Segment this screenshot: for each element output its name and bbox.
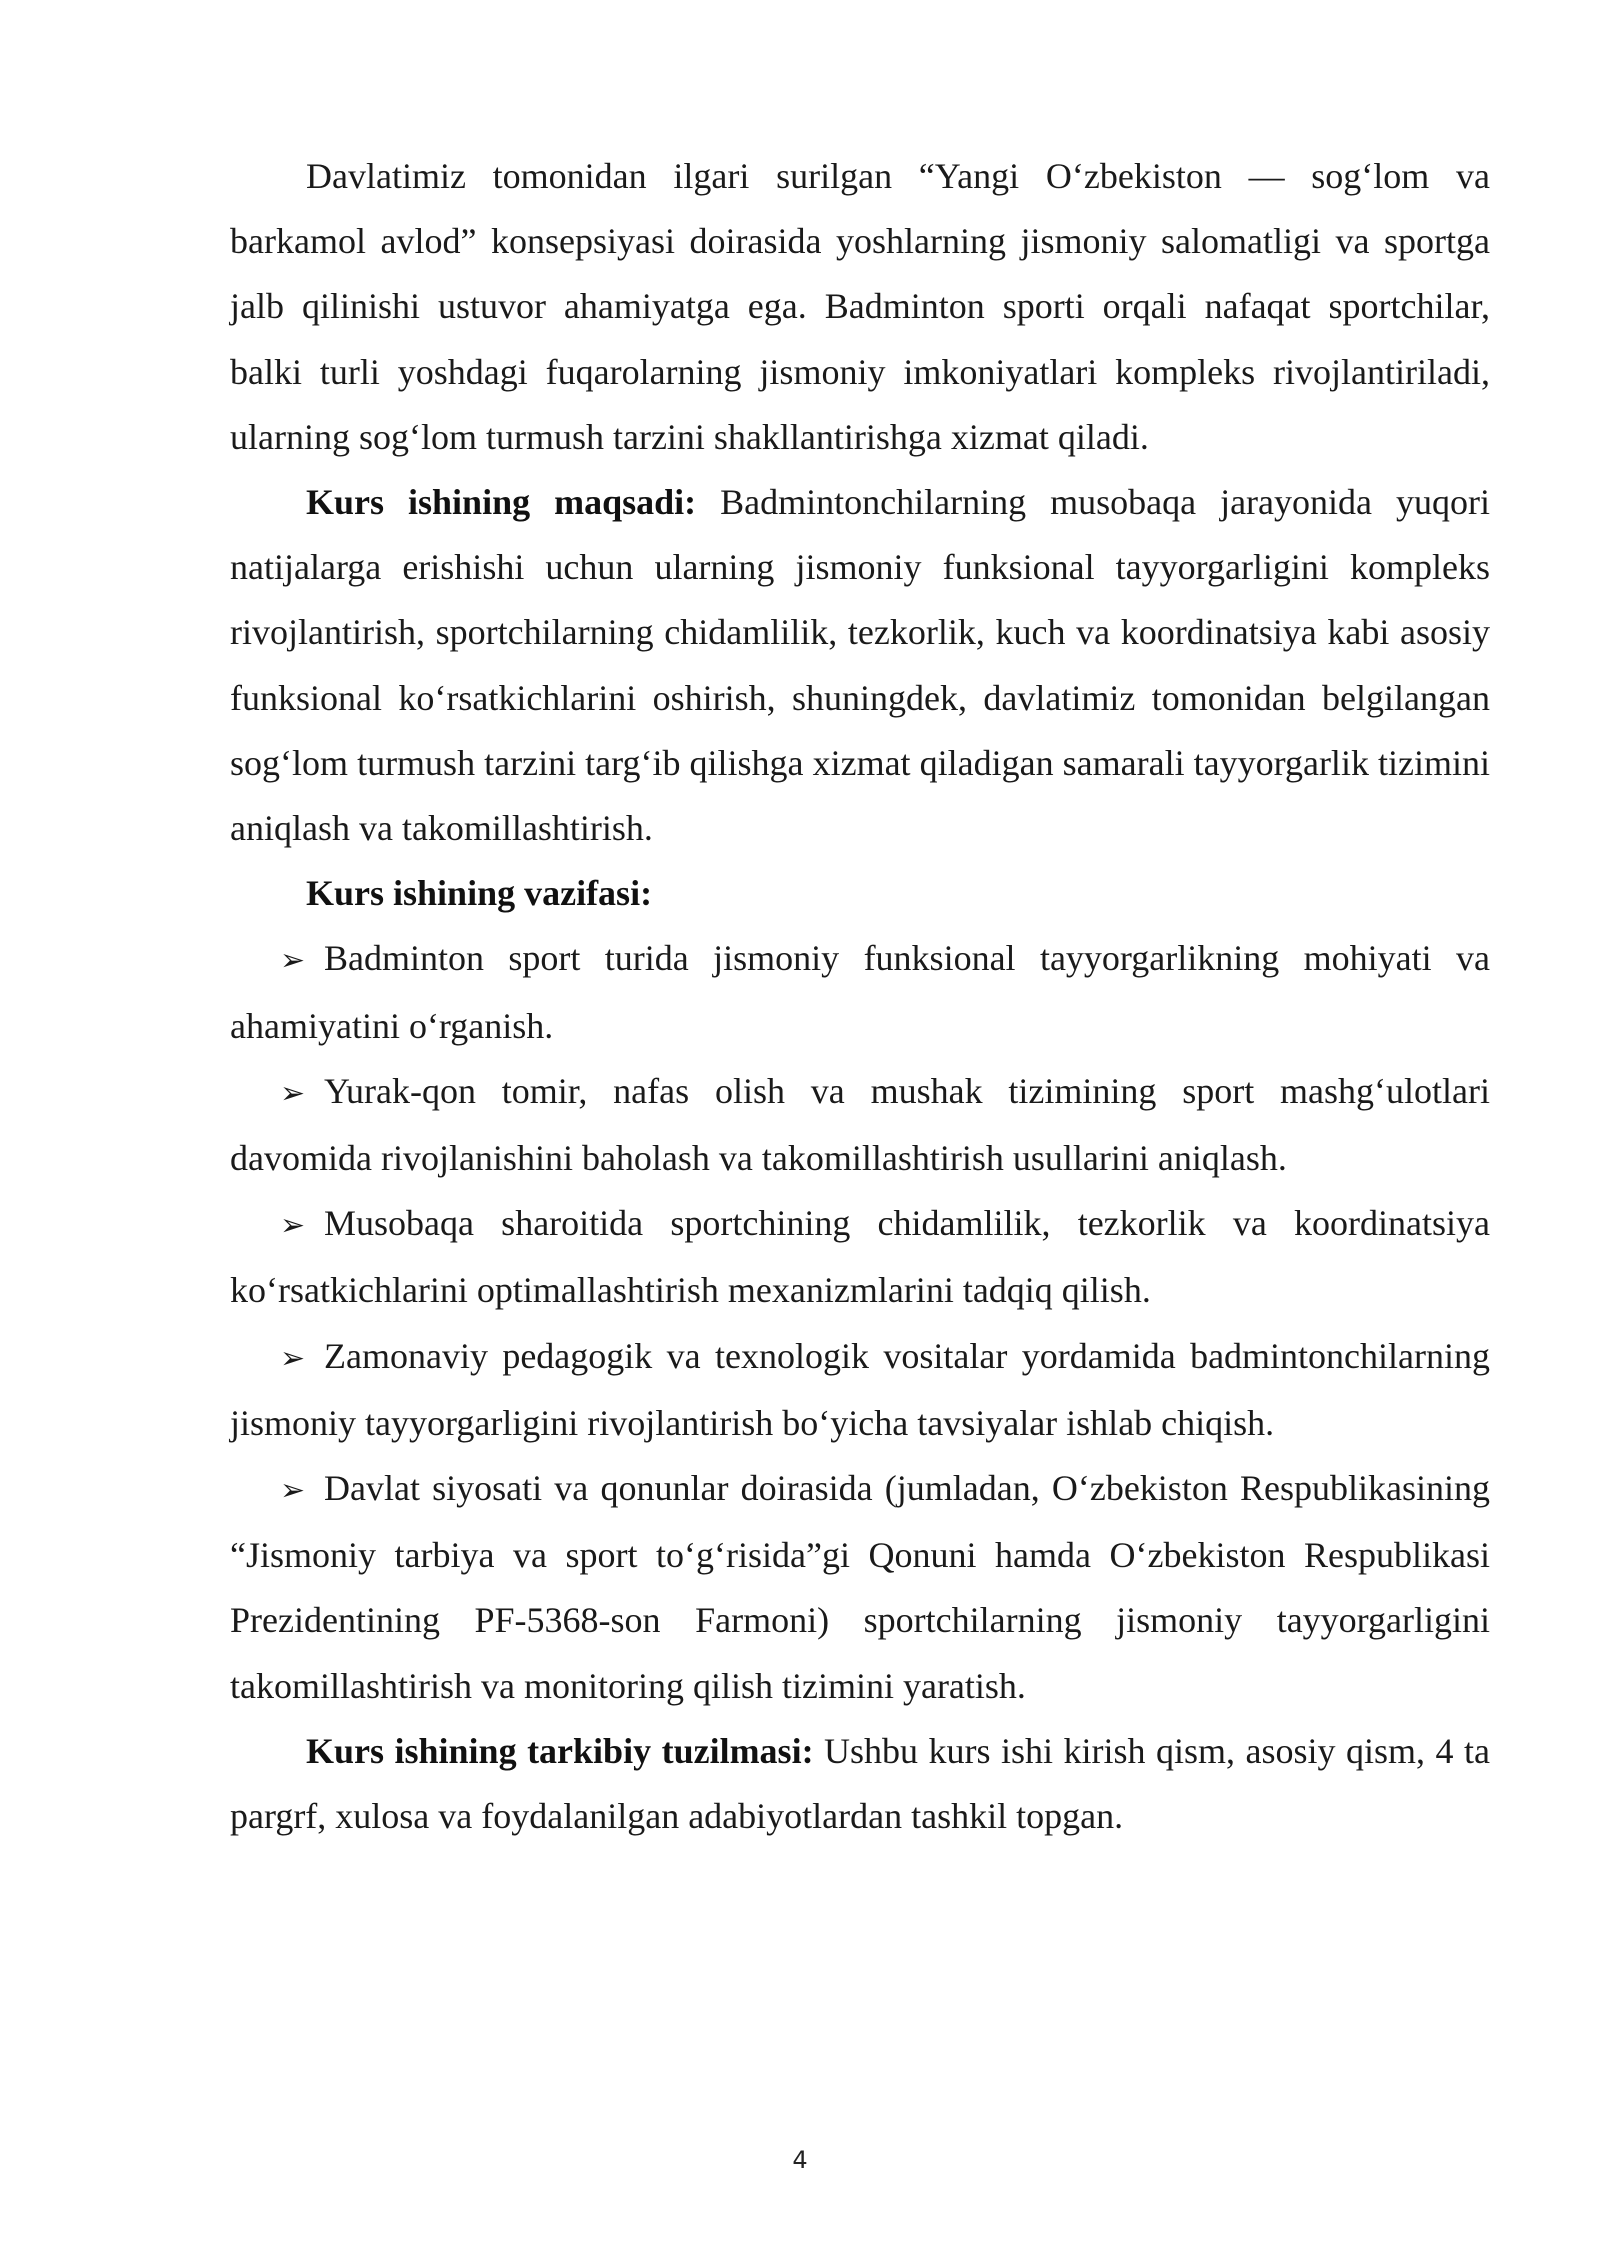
- goal-paragraph: [230, 470, 1490, 861]
- task-item: [230, 1324, 1490, 1456]
- intro-paragraph: Davlatimiz tomonidan ilgari surilgan “Yangi O‘zbekiston — sog‘lom va barkamol avlod” konsepsiyasi doirasida yoshlarning jismoniy salomatligi va sportga jalb qilinishi ustuvor ahamiyatga ega. Badminton sporti orqali nafaqat sportchilar, balki turli yoshdagi fuqarolarning jismoniy imkoniyatlari kompleks rivojlantiriladi, ularning sog‘lom turmush tarzini shakllantirishga xizmat qiladi.: [230, 156, 1490, 457]
- structure-heading: Kurs ishining tarkibiy tuzilmasi:: [306, 1730, 814, 1771]
- task-item-text: Davlat siyosati va qonunlar doirasida (jumladan, O‘zbekiston Respublikasining “Jismoniy tarbiya va sport to‘g‘risida”gi Qonuni hamda O‘zbekiston Respublikasi Prezidentining PF-5368-son Farmoni) sportchilarning jismoniy tayyorgarligini takomillashtirish va monitoring qilish tizimini yaratish.: [230, 1468, 1490, 1706]
- arrow-bullet-icon: ➢: [280, 943, 306, 979]
- task-item: [230, 926, 1490, 1058]
- task-item-text: Zamonaviy pedagogik va texnologik vositalar yordamida badmintonchilarning jismoniy tayyorgarligini rivojlantirish bo‘yicha tavsiyalar ishlab chiqish.: [230, 1335, 1490, 1443]
- task-item-text: Badminton sport turida jismoniy funksional tayyorgarlikning mohiyati va ahamiyatini o‘rganish.: [230, 938, 1490, 1046]
- structure-paragraph: [230, 1719, 1490, 1849]
- arrow-bullet-icon: ➢: [280, 1473, 306, 1509]
- task-item-text: Yurak-qon tomir, nafas olish va mushak tizimining sport mashg‘ulotlari davomida rivojlanishini baholash va takomillashtirish usullarini aniqlash.: [230, 1070, 1490, 1179]
- tasks-heading: Kurs ishining vazifasi:: [306, 873, 653, 914]
- structure-text: Ushbu kurs ishi kirish qism, asosiy qism, 4 ta pargrf, xulosa va foydalanilgan adabiyotlardan tashkil topgan.: [230, 1730, 1490, 1837]
- task-item-text: Musobaqa sharoitida sportchining chidamlilik, tezkorlik va koordinatsiya ko‘rsatkichlarini optimallashtirish mexanizmlarini tadqiq qilish.: [230, 1203, 1490, 1311]
- task-item: [230, 1191, 1490, 1323]
- goal-heading: Kurs ishining maqsadi:: [306, 482, 697, 523]
- goal-text: Badmintonchilarning musobaqa jarayonida yuqori natijalarga erishishi uchun ularning jismoniy funksional tayyorgarligini kompleks rivojlantirish, sportchilarning chidamlilik, tezkorlik, kuch va koordinatsiya kabi asosiy funksional ko‘rsatkichlarini oshirish, shuningdek, davlatimiz tomonidan belgilangan sog‘lom turmush tarzini targ‘ib qilishga xizmat qiladigan samarali tayyorgarlik tizimini aniqlash va takomillashtirish.: [230, 482, 1490, 849]
- arrow-bullet-icon: ➢: [280, 1208, 306, 1244]
- tasks-heading-paragraph: [230, 861, 1490, 926]
- task-item: [230, 1456, 1490, 1719]
- task-item: [230, 1059, 1490, 1191]
- arrow-bullet-icon: ➢: [280, 1340, 306, 1376]
- page-number: 4: [792, 2146, 808, 2174]
- arrow-bullet-icon: ➢: [280, 1075, 306, 1111]
- page-body: [230, 144, 1490, 1849]
